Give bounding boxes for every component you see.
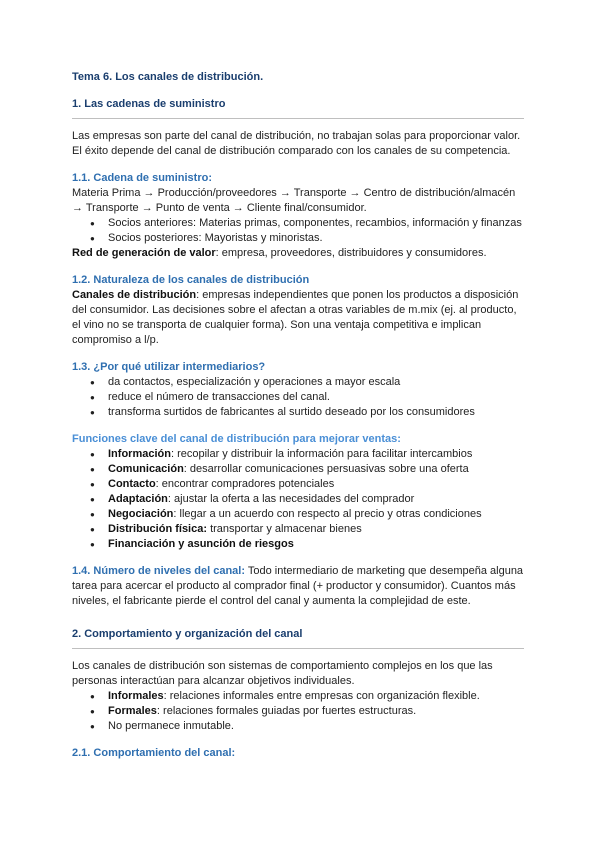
- function-label: Negociación: [108, 508, 174, 520]
- section-2-divider: [72, 648, 524, 649]
- key-functions-heading: Funciones clave del canal de distribución para mejorar ventas:: [72, 433, 401, 445]
- section-2-heading: 2. Comportamiento y organización del canal: [72, 628, 303, 640]
- document-title: Tema 6. Los canales de distribución.: [72, 71, 264, 83]
- section-1-4-paragraph: [72, 564, 524, 609]
- supply-chain-sequence: Materia Prima → Producción/proveedores → Transporte → Centro de distribución/almacén → Transporte → Punto de venta → Cliente final/consumidor.: [72, 187, 516, 214]
- section-1-divider: [72, 118, 524, 119]
- list-item: ● Socios posteriores: Mayoristas y minoristas.: [108, 231, 524, 246]
- function-text: : llegar a un acuerdo con respecto al precio y otras condiciones: [173, 508, 482, 520]
- section-1-intro: Las empresas son parte del canal de distribución, no trabajan solas para proporcionar valor. El éxito depende del canal de distribución comparado con los canales de su competencia.: [72, 130, 521, 157]
- section-1-1-heading: 1.1. Cadena de suministro:: [72, 172, 212, 184]
- list-item: [108, 704, 524, 719]
- list-item: [108, 477, 524, 492]
- document-page: [72, 70, 524, 761]
- list-item: ● reduce el número de transacciones del canal.: [108, 390, 524, 405]
- relation-label: Formales: [108, 705, 157, 717]
- function-label: Distribución física:: [108, 523, 208, 535]
- list-item: ● Socios anteriores: Materias primas, componentes, recambios, información y finanzas: [108, 216, 524, 231]
- value-network-paragraph: [72, 246, 524, 261]
- distribution-channels-paragraph: [72, 288, 524, 348]
- relation-text: : relaciones formales guiadas por fuertes estructuras.: [156, 705, 417, 717]
- section-1-3-heading: 1.3. ¿Por qué utilizar intermediarios?: [72, 361, 266, 373]
- relation-label: Informales: [108, 690, 164, 702]
- list-item: [108, 492, 524, 507]
- distribution-channels-label: Canales de distribución: [72, 289, 197, 301]
- relations-list: [72, 689, 524, 734]
- list-item: [108, 689, 524, 704]
- list-item: [108, 537, 524, 552]
- function-label: Comunicación: [108, 463, 184, 475]
- list-item: [108, 522, 524, 537]
- section-2-intro: Los canales de distribución son sistemas de comportamiento complejos en los que las personas interactúan para alcanzar objetivos individuales.: [72, 660, 493, 687]
- list-item: [108, 719, 524, 734]
- list-item: ● da contactos, especialización y operaciones a mayor escala: [108, 375, 524, 390]
- distribution-channels-text: : empresas independientes que ponen los productos a disposición del consumidor. Las decisiones sobre el afectan a otras variables de m.mix (ej. al producto, el vino no se transporta de cualquier forma). Son una ventaja competitiva e implican compromiso a l/p.: [72, 289, 519, 346]
- function-text: : encontrar compradores potenciales: [155, 478, 335, 490]
- relation-text: No permanece inmutable.: [108, 720, 234, 732]
- section-1-2-heading: 1.2. Naturaleza de los canales de distribución: [72, 274, 310, 286]
- function-text: : ajustar la oferta a las necesidades del comprador: [167, 493, 415, 505]
- list-item: [108, 462, 524, 477]
- function-label: Financiación y asunción de riesgos: [108, 538, 294, 550]
- value-network-text: : empresa, proveedores, distribuidores y consumidores.: [215, 247, 487, 259]
- list-item: ● transforma surtidos de fabricantes al surtido deseado por los consumidores: [108, 405, 524, 420]
- intermediaries-list: [72, 375, 524, 420]
- function-label: Información: [108, 448, 171, 460]
- section-1-4-text: Todo intermediario de marketing que desempeña alguna tarea para acercar el producto al comprador final (+ productor y consumidor). Cuantos más niveles, el fabricante pierde el control del canal y aumenta la complejidad de este.: [72, 565, 524, 607]
- list-item: [108, 447, 524, 462]
- section-1-4-heading: 1.4. Número de niveles del canal:: [72, 565, 246, 577]
- function-text: : recopilar y distribuir la información para facilitar intercambios: [170, 448, 473, 460]
- function-label: Adaptación: [108, 493, 168, 505]
- key-functions-list: [72, 447, 524, 552]
- section-2-1-heading: 2.1. Comportamiento del canal:: [72, 747, 236, 759]
- function-text: transportar y almacenar bienes: [207, 523, 362, 535]
- section-1-heading: 1. Las cadenas de suministro: [72, 98, 226, 110]
- value-network-label: Red de generación de valor: [72, 247, 216, 259]
- function-text: : desarrollar comunicaciones persuasivas sobre una oferta: [183, 463, 469, 475]
- list-item: [108, 507, 524, 522]
- function-label: Contacto: [108, 478, 156, 490]
- relation-text: : relaciones informales entre empresas con organización flexible.: [163, 690, 480, 702]
- supply-chain-partners-list: [72, 216, 524, 246]
